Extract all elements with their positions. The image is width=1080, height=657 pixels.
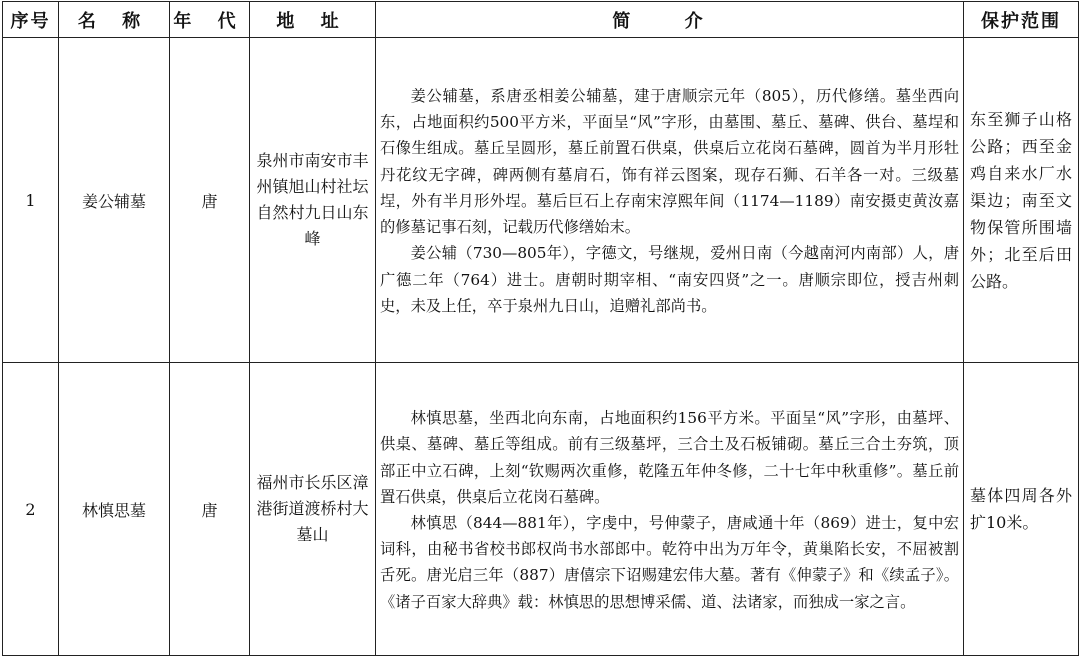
intro-paragraph: 姜公辅墓，系唐丞相姜公辅墓，建于唐顺宗元年（805），历代修缮。墓坐西向东，占地面积约500平方米，平面呈“风”字形，由墓围、墓丘、墓碑、供台、墓埕和石像生组成。墓丘呈圆形，墓丘前置石供桌，供桌后立花岗石墓碑，圆首为半月形牡丹花纹无字碑，碑两侧有墓肩石，饰有祥云图案，现存石狮、石羊各一对。三级墓埕，外有半月形外埕。墓后巨石上存南宋淳熙年间（1174—1189）南安摄吏黄汝嘉的修墓记事石刻，记载历代修缮始末。 xyxy=(380,87,959,237)
cell-address: 福州市长乐区漳港街道渡桥村大墓山 xyxy=(250,363,376,656)
cell-seq: 2 xyxy=(3,363,59,656)
cell-era: 唐 xyxy=(170,363,250,656)
header-scope: 保护范围 xyxy=(964,2,1079,38)
heritage-table xyxy=(2,1,1079,656)
cell-seq: 1 xyxy=(3,38,59,363)
intro-paragraph: 姜公辅（730—805年），字德文，号继规，爱州日南（今越南河内南部）人，唐广德二年（764）进士。唐朝时期宰相、“南安四贤”之一。唐顺宗即位，授吉州刺史，未及上任，卒于泉州九日山，追赠礼部尚书。 xyxy=(380,244,959,315)
header-seq: 序号 xyxy=(3,2,59,38)
cell-address: 泉州市南安市丰州镇旭山村社坛自然村九日山东峰 xyxy=(250,38,376,363)
header-era: 年 代 xyxy=(170,2,250,38)
cell-name: 姜公辅墓 xyxy=(59,38,170,363)
intro-paragraph: 林慎思墓，坐西北向东南，占地面积约156平方米。平面呈“风”字形，由墓坪、供桌、墓碑、墓丘等组成。前有三级墓坪，三合土及石板铺砌。墓丘三合土夯筑，顶部正中立石碑，上刻“钦赐两次重修，乾隆五年仲冬修，二十七年中秋重修”。墓丘前置石供桌，供桌后立花岗石墓碑。 xyxy=(380,409,959,506)
cell-intro xyxy=(376,38,964,363)
table-row xyxy=(3,363,1079,656)
intro-paragraph: 林慎思（844—881年），字虔中，号伸蒙子，唐咸通十年（869）进士，复中宏词科，由秘书省校书郎权尚书水部郎中。乾符中出为万年令，黄巢陷长安，不屈被割舌死。唐光启三年（887）唐僖宗下诏赐建宏伟大墓。著有《伸蒙子》和《续孟子》。《诸子百家大辞典》载：林慎思的思想博采儒、道、法诸家，而独成一家之言。 xyxy=(380,514,959,611)
cell-name: 林慎思墓 xyxy=(59,363,170,656)
header-row xyxy=(3,2,1079,38)
cell-intro xyxy=(376,363,964,656)
header-address: 地 址 xyxy=(250,2,376,38)
header-intro: 简 介 xyxy=(376,2,964,38)
cell-scope: 东至狮子山格公路；西至金鸡自来水厂水渠边；南至文物保管所围墙外；北至后田公路。 xyxy=(964,38,1079,363)
cell-era: 唐 xyxy=(170,38,250,363)
header-name: 名 称 xyxy=(59,2,170,38)
table-row xyxy=(3,38,1079,363)
cell-scope: 墓体四周各外扩10米。 xyxy=(964,363,1079,656)
